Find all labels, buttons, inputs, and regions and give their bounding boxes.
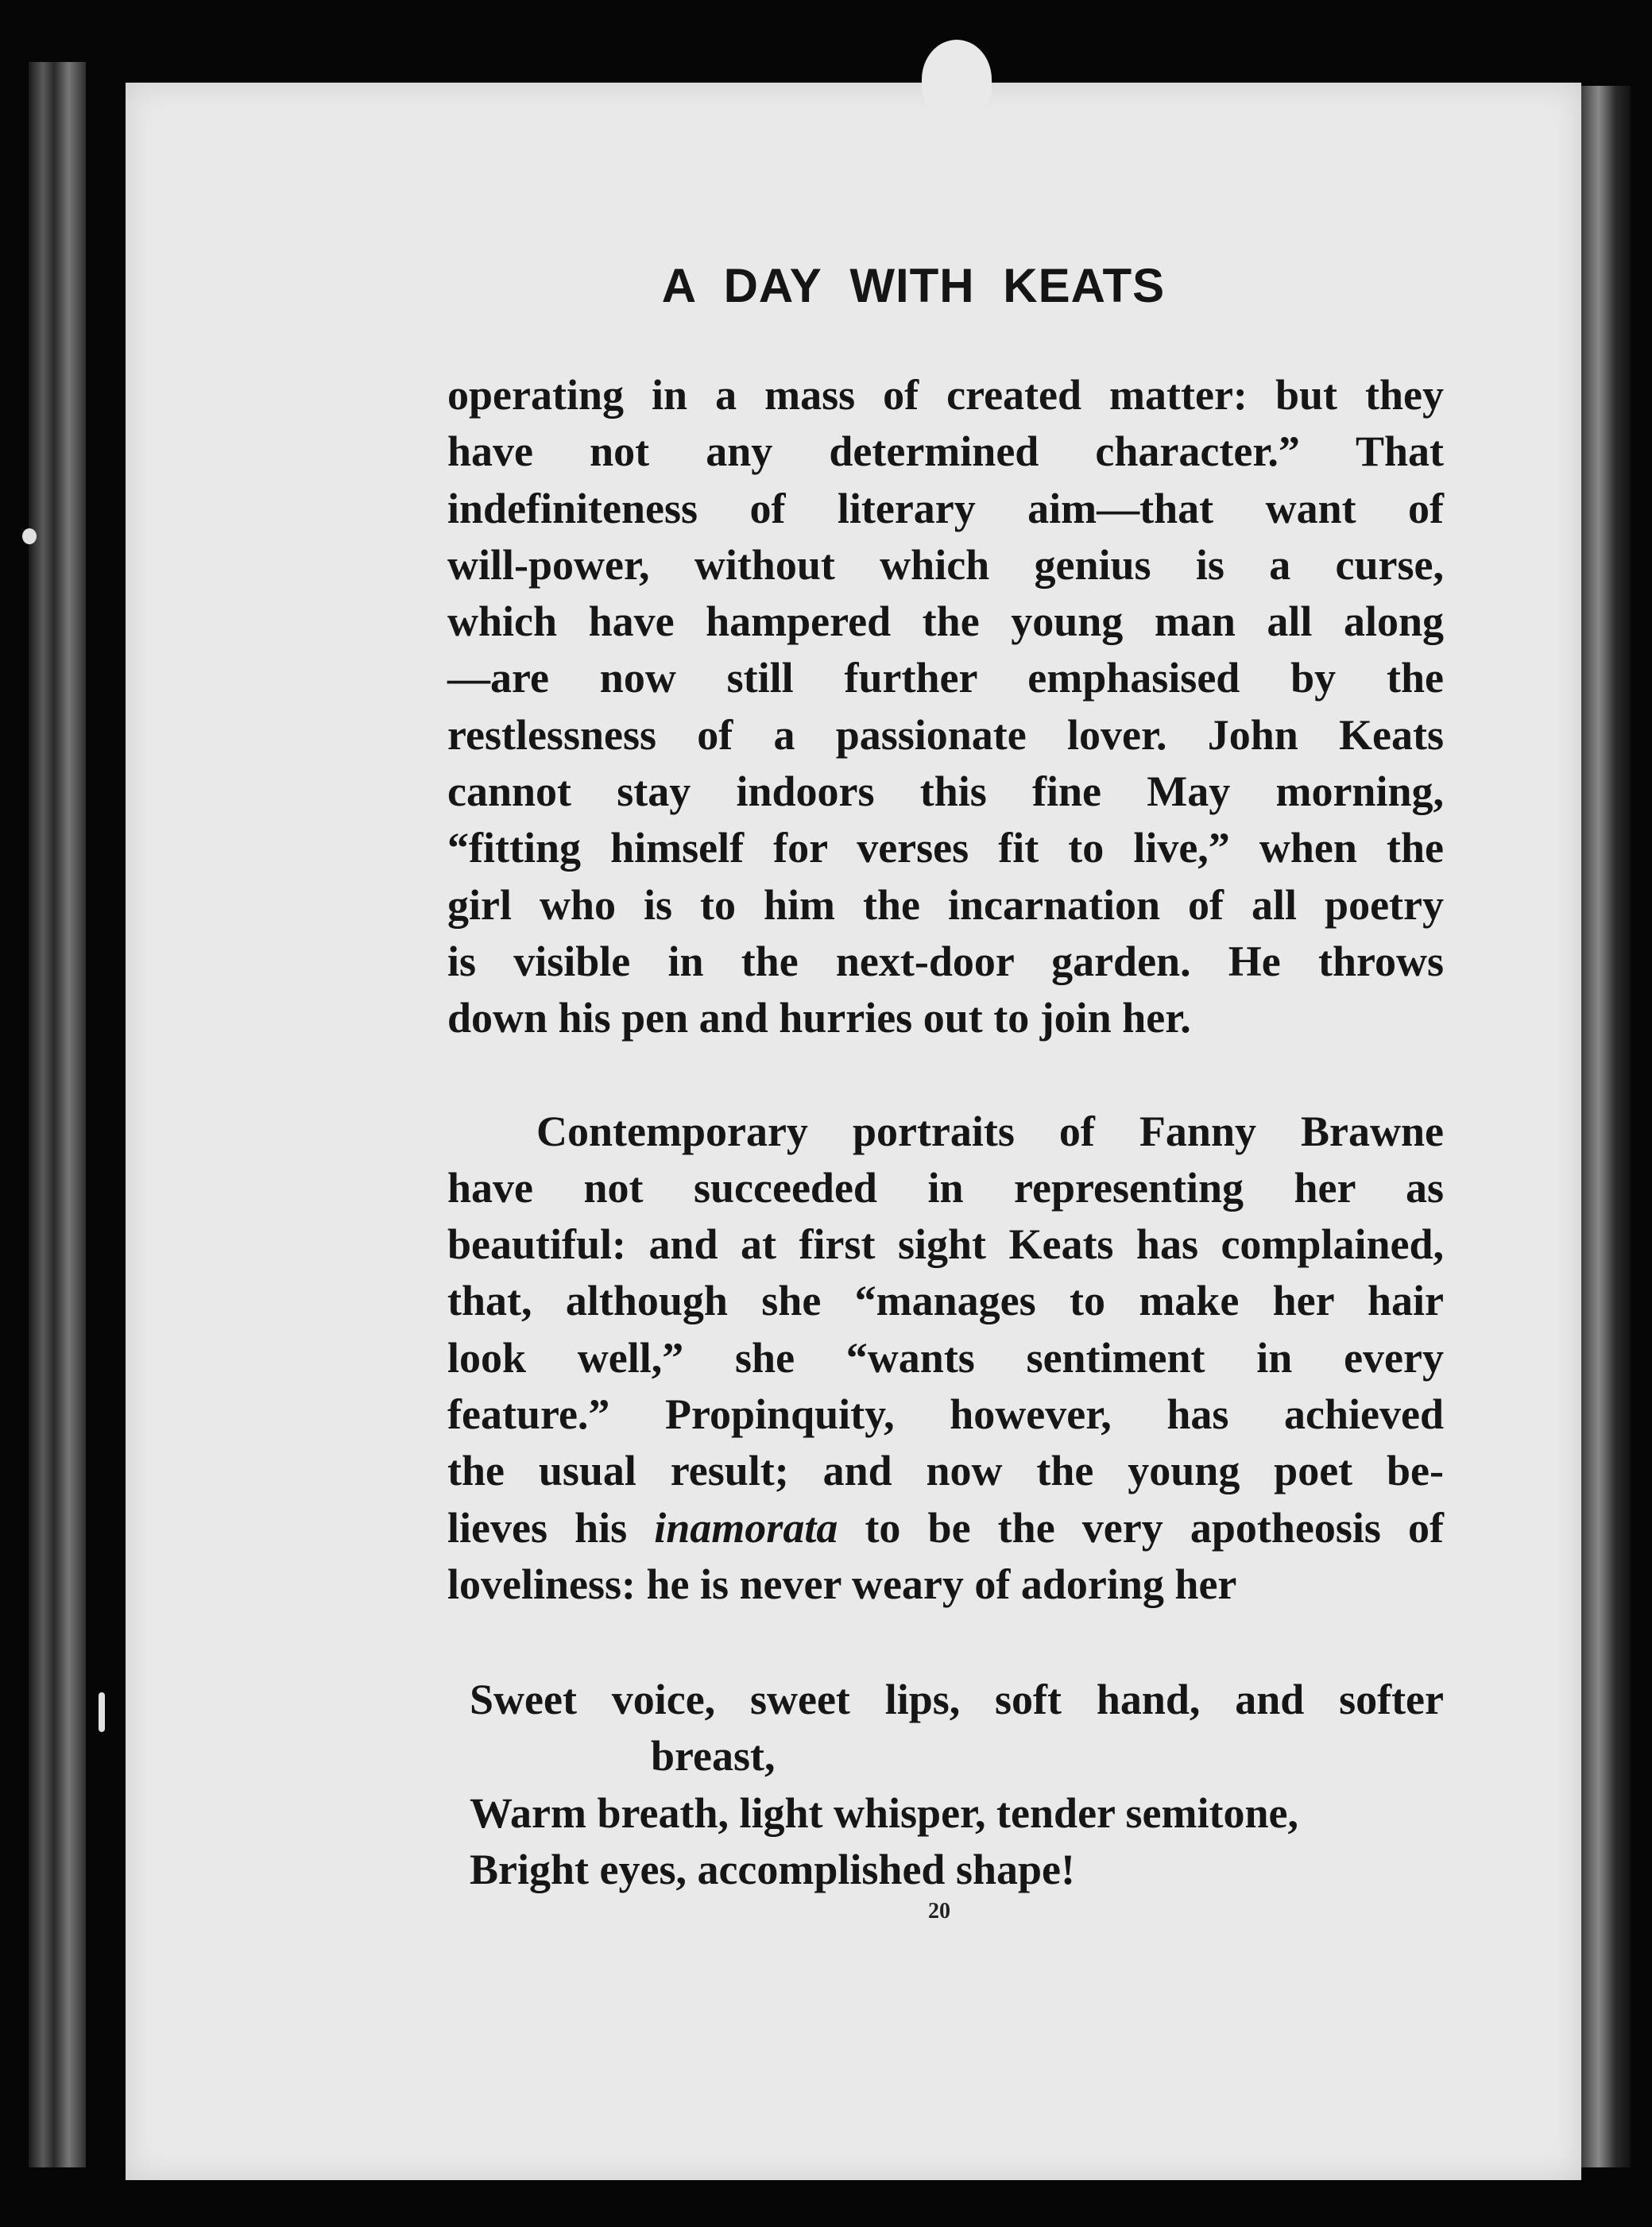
text-line: girl who is to him the incarnation of all poetry: [447, 880, 1444, 929]
text-line: down his pen and hurries out to join her.: [447, 994, 1191, 1042]
text-line: operating in a mass of created matter: but they: [447, 371, 1444, 419]
verse-line-turnover: breast,: [651, 1732, 776, 1780]
verse-line: Warm breath, light whisper, tender semitone,: [470, 1788, 1298, 1837]
verse-quotation: [470, 1672, 1444, 1898]
top-paper-notch: [922, 40, 992, 119]
verse-line: Bright eyes, accomplished shape!: [470, 1845, 1075, 1893]
scan-speck: [99, 1692, 105, 1732]
text-line: cannot stay indoors this fine May morning,: [447, 767, 1444, 816]
text-line: is visible in the next-door garden. He throws: [447, 937, 1444, 985]
paragraph-2: [447, 1104, 1444, 1614]
text-line: look well,” she “wants sentiment in every: [447, 1333, 1444, 1382]
text-line: have not any determined character.” That: [447, 427, 1444, 476]
text-line: will-power, without which genius is a curse,: [447, 540, 1444, 589]
text-line: indefiniteness of literary aim—that want of: [447, 484, 1444, 532]
text-line: the usual result; and now the young poet be-: [447, 1447, 1444, 1495]
text-line: loveliness: he is never weary of adoring her: [447, 1560, 1237, 1608]
book-spine-edge: [29, 62, 86, 2167]
text-run: lieves his: [447, 1503, 655, 1552]
page-edge-right: [1581, 86, 1631, 2167]
text-line: restlessness of a passionate lover. John Keats: [447, 710, 1444, 759]
text-line: [447, 1500, 1444, 1556]
verse-line: Sweet voice, sweet lips, soft hand, and softer: [470, 1676, 1444, 1723]
text-line: feature.” Propinquity, however, has achieved: [447, 1390, 1444, 1439]
italic-term: inamorata: [654, 1503, 838, 1552]
text-line: beautiful: and at first sight Keats has complained,: [447, 1220, 1444, 1269]
text-line: have not succeeded in representing her as: [447, 1163, 1444, 1212]
body-text: [447, 367, 1444, 1613]
text-line: that, although she “manages to make her hair: [447, 1277, 1444, 1325]
paragraph-1: [447, 367, 1444, 1047]
text-line: which have hampered the young man all along: [447, 597, 1444, 646]
page-number: 20: [928, 1899, 950, 1923]
text-line: “fitting himself for verses fit to live,” when the: [447, 824, 1444, 872]
running-head: A DAY WITH KEATS: [661, 259, 1166, 312]
text-line: Contemporary portraits of Fanny Brawne: [536, 1107, 1444, 1155]
scan-speck: [22, 528, 37, 544]
text-run: to be the very apotheosis of: [838, 1503, 1444, 1552]
text-line: —are now still further emphasised by the: [447, 654, 1444, 702]
